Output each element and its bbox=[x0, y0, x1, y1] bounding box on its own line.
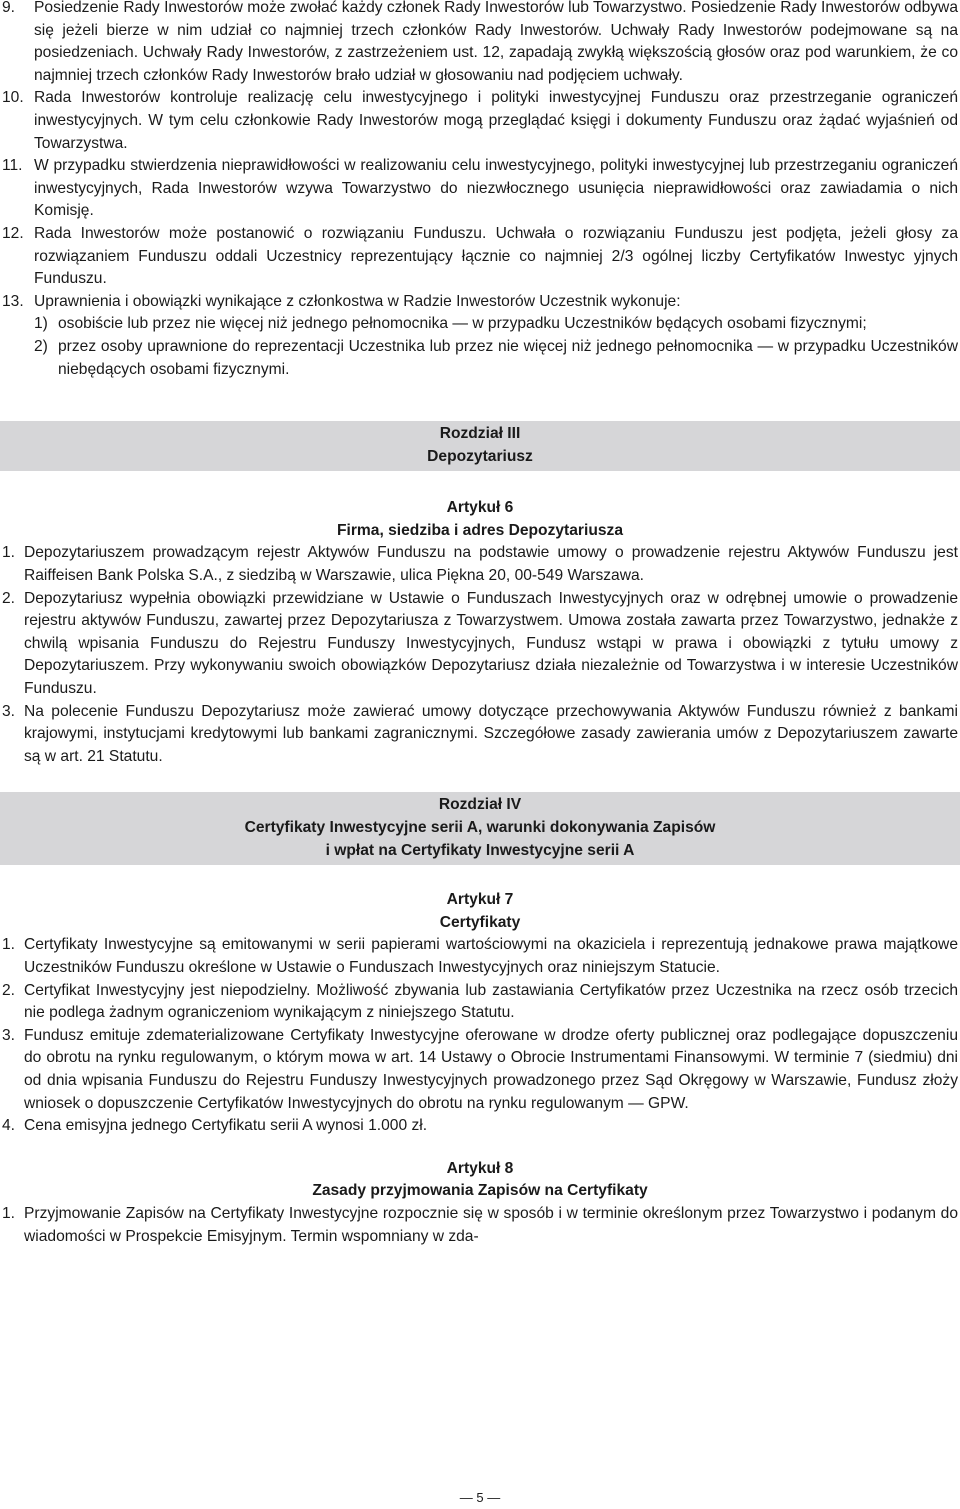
subitem-2 bbox=[34, 336, 958, 381]
article-7-paragraph-3 bbox=[2, 1025, 958, 1115]
paragraph-13-subitems bbox=[34, 313, 958, 381]
paragraph-text: Przyjmowanie Zapisów na Certyfikaty Inwestycyjne rozpocznie się w sposób i w terminie określonym przez Towarzystwo i podanym do wiadomości w Prospekcie Emisyjnym. Termin wspomniany w zda- bbox=[24, 1204, 958, 1245]
article-8-paragraph-1 bbox=[2, 1203, 958, 1248]
article-6-paragraph-3 bbox=[2, 701, 958, 769]
article-6-title: Firma, siedziba i adres Depozytariusza bbox=[337, 521, 623, 539]
chapter-number: Rozdział IV bbox=[438, 796, 522, 814]
paragraph-number: 10. bbox=[2, 89, 24, 107]
paragraph-text: Depozytariusz wypełnia obowiązki przewidziane w Ustawie o Funduszach Inwestycyjnych oraz w odrębnej umowie o prowadzenie rejestru aktywów Funduszu, zawartej przez Depozytariusza z Towarzystwem. Umowa została zawarta przez Towarzystwo, jednakże z chwilą wpisania Funduszu do Rejestru Funduszy Inwestycyjnych, Fundusz wstąpi w prawa i obowiązki z tytułu umowy z Depozytariuszem. Przy wykonywaniu swoich obowiązków Depozytariusz działa niezależnie od Towarzystwa i w interesie Uczestników Funduszu. bbox=[24, 589, 958, 698]
paragraph-text: Rada Inwestorów kontroluje realizację celu inwestycyjnego i polityki inwestycyjnej Funduszu oraz przestrzeganie ograniczeń inwestycyjnych. W tym celu członkowie Rady Inwestorów mogą przeglądać księgi i dokumenty Funduszu oraz żądać wyjaśnień od Towarzystwa. bbox=[34, 89, 958, 152]
page-number: — 5 — bbox=[459, 1490, 501, 1505]
subitem-number: 2) bbox=[34, 337, 48, 355]
paragraph-text: Fundusz emituje zdematerializowane Certyfikaty Inwestycyjne oferowane w drodze oferty publicznej oraz podlegające dopuszczeniu do obrotu na rynku regulowanym, o którym mowa w art. 14 Ustawy o Obrocie Instrumentami Finansowymi. W terminie 7 (siedmiu) dni od dnia wpisania Funduszu do Rejestru Funduszy Inwestycyjnych prowadzonego przez Sąd Okręgowy w Warszawie, Fundusz złoży wniosek o dopuszczenie Certyfikatów Inwestycyjnych do obrotu na rynku regulowanym — GPW. bbox=[24, 1026, 958, 1112]
paragraph-number: 13. bbox=[2, 292, 24, 310]
paragraph-10 bbox=[2, 87, 958, 155]
paragraph-12 bbox=[2, 223, 958, 291]
chapter-title: Certyfikaty Inwestycyjne serii A, warunki dokonywania Zapisów bbox=[244, 819, 716, 836]
paragraph-text: Uprawnienia i obowiązki wynikające z członkostwa w Radzie Inwestorów Uczestnik wykonuje: bbox=[34, 292, 681, 310]
paragraph-number: 11. bbox=[2, 157, 23, 175]
article-7-paragraph-4 bbox=[2, 1115, 958, 1138]
paragraph-number: 12. bbox=[2, 224, 24, 242]
paragraph-text: W przypadku stwierdzenia nieprawidłowości w realizowaniu celu inwestycyjnego, polityki inwestycyjnej lub przestrzeganiu ograniczeń inwestycyjnych, Rada Inwestorów wzywa Towarzystwo do niezwłocznego usunięcia nieprawidłowości oraz zawiadamia o nich Komisję. bbox=[34, 157, 958, 220]
subitem-text: przez osoby uprawnione do reprezentacji Uczestnika lub przez nie więcej niż jednego pełnomocnika — w przypadku Uczestników niebędących osobami fizycznymi. bbox=[58, 337, 958, 378]
paragraph-number: 9. bbox=[2, 0, 16, 16]
paragraph-text: Na polecenie Funduszu Depozytariusz może zawierać umowy dotyczące przechowywania Aktywów Funduszu również z bankami krajowymi, instytucjami kredytowymi lub bankami zagranicznymi. Szczegółowe zasady zawierania umów z Depozytariuszem zawarte są w art. 21 Statutu. bbox=[24, 702, 958, 765]
chapter-3-banner bbox=[0, 421, 960, 471]
paragraph-13 bbox=[2, 291, 958, 314]
article-7-heading: Artykuł 7 bbox=[446, 891, 514, 909]
subitem-text: osobiście lub przez nie więcej niż jednego pełnomocnika — w przypadku Uczestników będących osobami fizycznymi; bbox=[58, 315, 867, 333]
paragraph-text: Rada Inwestorów może postanowić o rozwiązaniu Funduszu. Uchwała o rozwiązaniu Funduszu jest podjęta, jeżeli głosy za rozwiązaniem Funduszu oddali Uczestnicy reprezentujący łącznie co najmniej 2/3 ogólnej liczby Certyfikatów Inwestyc yjnych Funduszu. bbox=[34, 224, 958, 288]
subitem-number: 1) bbox=[34, 315, 48, 333]
article-6-heading: Artykuł 6 bbox=[446, 499, 514, 517]
article-7-paragraph-1 bbox=[2, 934, 958, 979]
chapter-title-continued: i wpłat na Certyfikaty Inwestycyjne serii A bbox=[325, 841, 635, 859]
article-7-paragraph-2 bbox=[2, 980, 958, 1025]
paragraph-number: 3. bbox=[2, 702, 16, 720]
paragraph-11 bbox=[2, 155, 958, 223]
article-7-title: Certyfikaty bbox=[439, 913, 521, 931]
chapter-title: Depozytariusz bbox=[427, 447, 533, 465]
document-content bbox=[2, 0, 958, 1248]
paragraph-number: 1. bbox=[2, 544, 16, 562]
subitem-1 bbox=[34, 313, 958, 336]
paragraph-number: 3. bbox=[2, 1026, 16, 1044]
article-6-paragraph-2 bbox=[2, 588, 958, 701]
paragraph-text: Depozytariuszem prowadzącym rejestr Aktywów Funduszu na podstawie umowy o prowadzenie rejestru Aktywów Funduszu jest Raiffeisen Bank Polska S.A., z siedzibą w Warszawie, ulica Piękna 20, 00-549 Warszawa. bbox=[24, 544, 958, 585]
chapter-number: Rozdział III bbox=[439, 425, 521, 443]
paragraph-text: Cena emisyjna jednego Certyfikatu serii A wynosi 1.000 zł. bbox=[24, 1117, 428, 1135]
article-8-heading: Artykuł 8 bbox=[446, 1159, 514, 1177]
paragraph-number: 2. bbox=[2, 981, 16, 999]
paragraph-text: Posiedzenie Rady Inwestorów może zwołać każdy członek Rady Inwestorów lub Towarzystwo. Posiedzenie Rady Inwestorów odbywa się jeżeli bierze w nim udział co najmniej trzech członków Rady Inwestorów. Uchwały Rady Inwestorów podejmowane są na posiedzeniach. Uchwały Rady Inwestorów, z zastrzeżeniem ust. 12, zapadają zwykłą większością głosów oraz pod warunkiem, że co najmniej trzech członków Rady Inwestorów brało udział w głosowaniu nad podjęciem uchwały. bbox=[34, 0, 958, 84]
article-6-paragraph-1 bbox=[2, 542, 958, 587]
paragraph-9 bbox=[2, 0, 958, 87]
paragraph-number: 2. bbox=[2, 589, 16, 607]
paragraph-text: Certyfikaty Inwestycyjne są emitowanymi w serii papierami wartościowymi na okaziciela i reprezentują jednakowe prawa majątkowe Uczestników Funduszu określone w Ustawie o Funduszach Inwestycyjnych oraz niniejszym Statucie. bbox=[24, 936, 958, 976]
article-8-title: Zasady przyjmowania Zapisów na Certyfikaty bbox=[312, 1182, 648, 1200]
paragraph-number: 1. bbox=[2, 936, 16, 954]
paragraph-text: Certyfikat Inwestycyjny jest niepodzielny. Możliwość zbywania lub zastawiania Certyfikatów przez Uczestnika na rzecz osób trzecich nie podlega żadnym ograniczeniom wynikającym z niniejszego Statutu. bbox=[24, 981, 958, 1022]
paragraph-number: 1. bbox=[2, 1204, 16, 1222]
paragraph-number: 4. bbox=[2, 1117, 16, 1135]
chapter-4-banner bbox=[0, 792, 960, 865]
